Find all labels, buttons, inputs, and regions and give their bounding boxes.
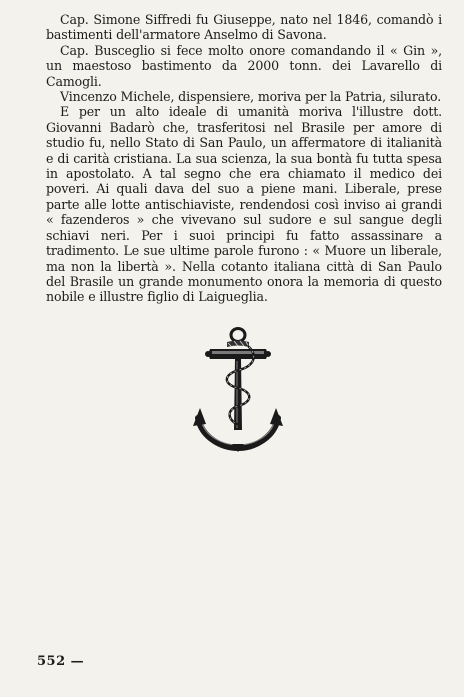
paragraph-siffredi: Cap. Simone Siffredi fu Giuseppe, nato nel 1846, comandò i bastimenti dell'armatore Anselmo di Savona. [46, 12, 442, 43]
paragraph-badaro: E per un alto ideale di umanità moriva l'illustre dott. Giovanni Badarò che, trasferitosi nel Brasile per amore di studio fu, nello Stato di San Paulo, un affermatore di italianità e di carità cristiana. La sua scienza, la sua bontà fu tutta spesa in apostolato. A tal segno che era chiamato il medico dei poveri. Ai quali dava del suo a piene mani. Liberale, prese parte alle lotte antischiaviste, rendendosi così inviso ai grandi « fazenderos » che vivevano sul sudore e sul sangue degli schiavi neri. Per i suoi principi fu fatto assassinare a tradimento. Le sue ultime parole furono : « Muore un liberale, ma non la libertà ». Nella cotanto italiana città di San Paulo del Brasile un grande monumento onora la memoria di questo nobile e illustre figlio di Laigueglia. [46, 104, 442, 305]
paragraph-busceglio: Cap. Busceglio si fece molto onore comandando il « Gin », un maestoso bastimento da 2000 tonn. dei Lavarello di Camogli. [46, 42, 442, 89]
anchor-icon [190, 326, 286, 452]
page-number: 552 — [37, 654, 85, 669]
body-text [46, 12, 442, 305]
paragraph-vincenzo-michele: Vincenzo Michele, dispensiere, moriva per la Patria, silurato. [60, 89, 442, 105]
